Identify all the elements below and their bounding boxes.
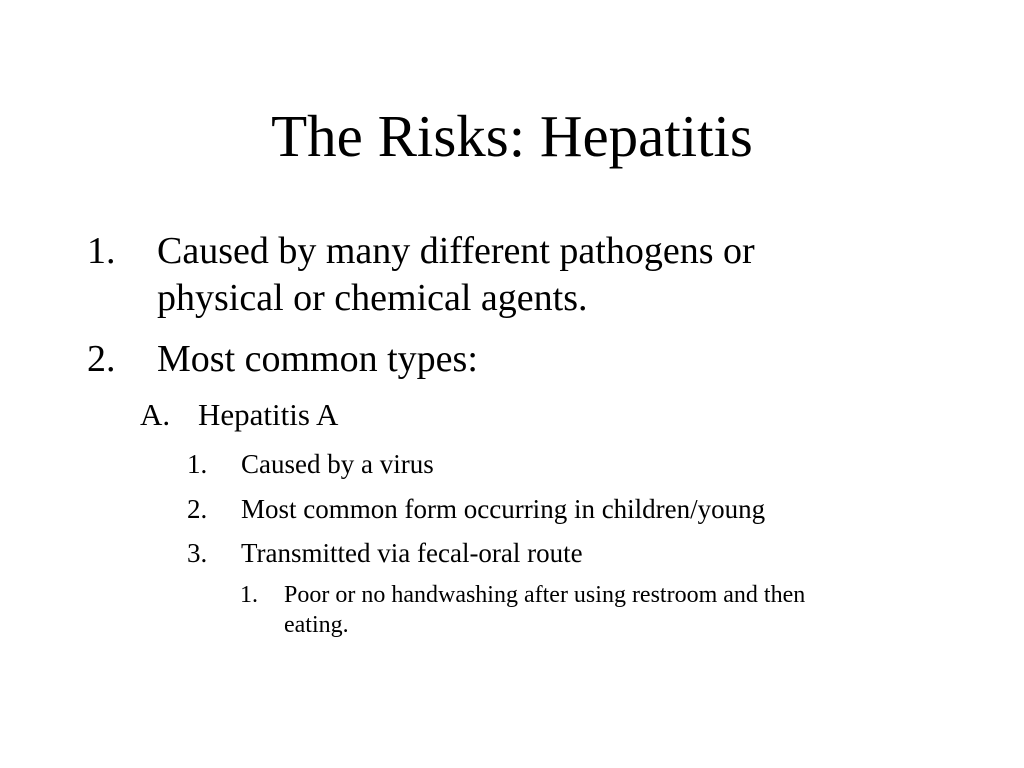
list-item-number: 2. <box>87 338 116 380</box>
list-item-text: Most common types: <box>157 338 478 380</box>
list-item-line: Caused by many different pathogens or <box>157 230 755 272</box>
list-item-number: A. <box>140 397 171 432</box>
list-item-text: Caused by a virus <box>241 449 434 479</box>
slide-title: The Risks: Hepatitis <box>271 103 753 169</box>
list-item-line: Poor or no handwashing after using restroom and then <box>284 582 806 608</box>
list-item-text: Transmitted via fecal-oral route <box>241 538 583 568</box>
list-item-text: Most common form occurring in children/young <box>241 494 766 524</box>
list-item-line: eating. <box>284 612 349 638</box>
list-item-text <box>284 580 805 640</box>
list-item-text: Hepatitis A <box>198 397 339 432</box>
list-item-text <box>157 228 755 322</box>
list-item-line: physical or chemical agents. <box>157 277 588 319</box>
list-item-number: 1. <box>240 582 258 608</box>
list-item-number: 1. <box>87 230 116 272</box>
list-item-number: 3. <box>187 538 208 568</box>
list-item-number: 1. <box>187 449 208 479</box>
list-item-number: 2. <box>187 494 208 524</box>
